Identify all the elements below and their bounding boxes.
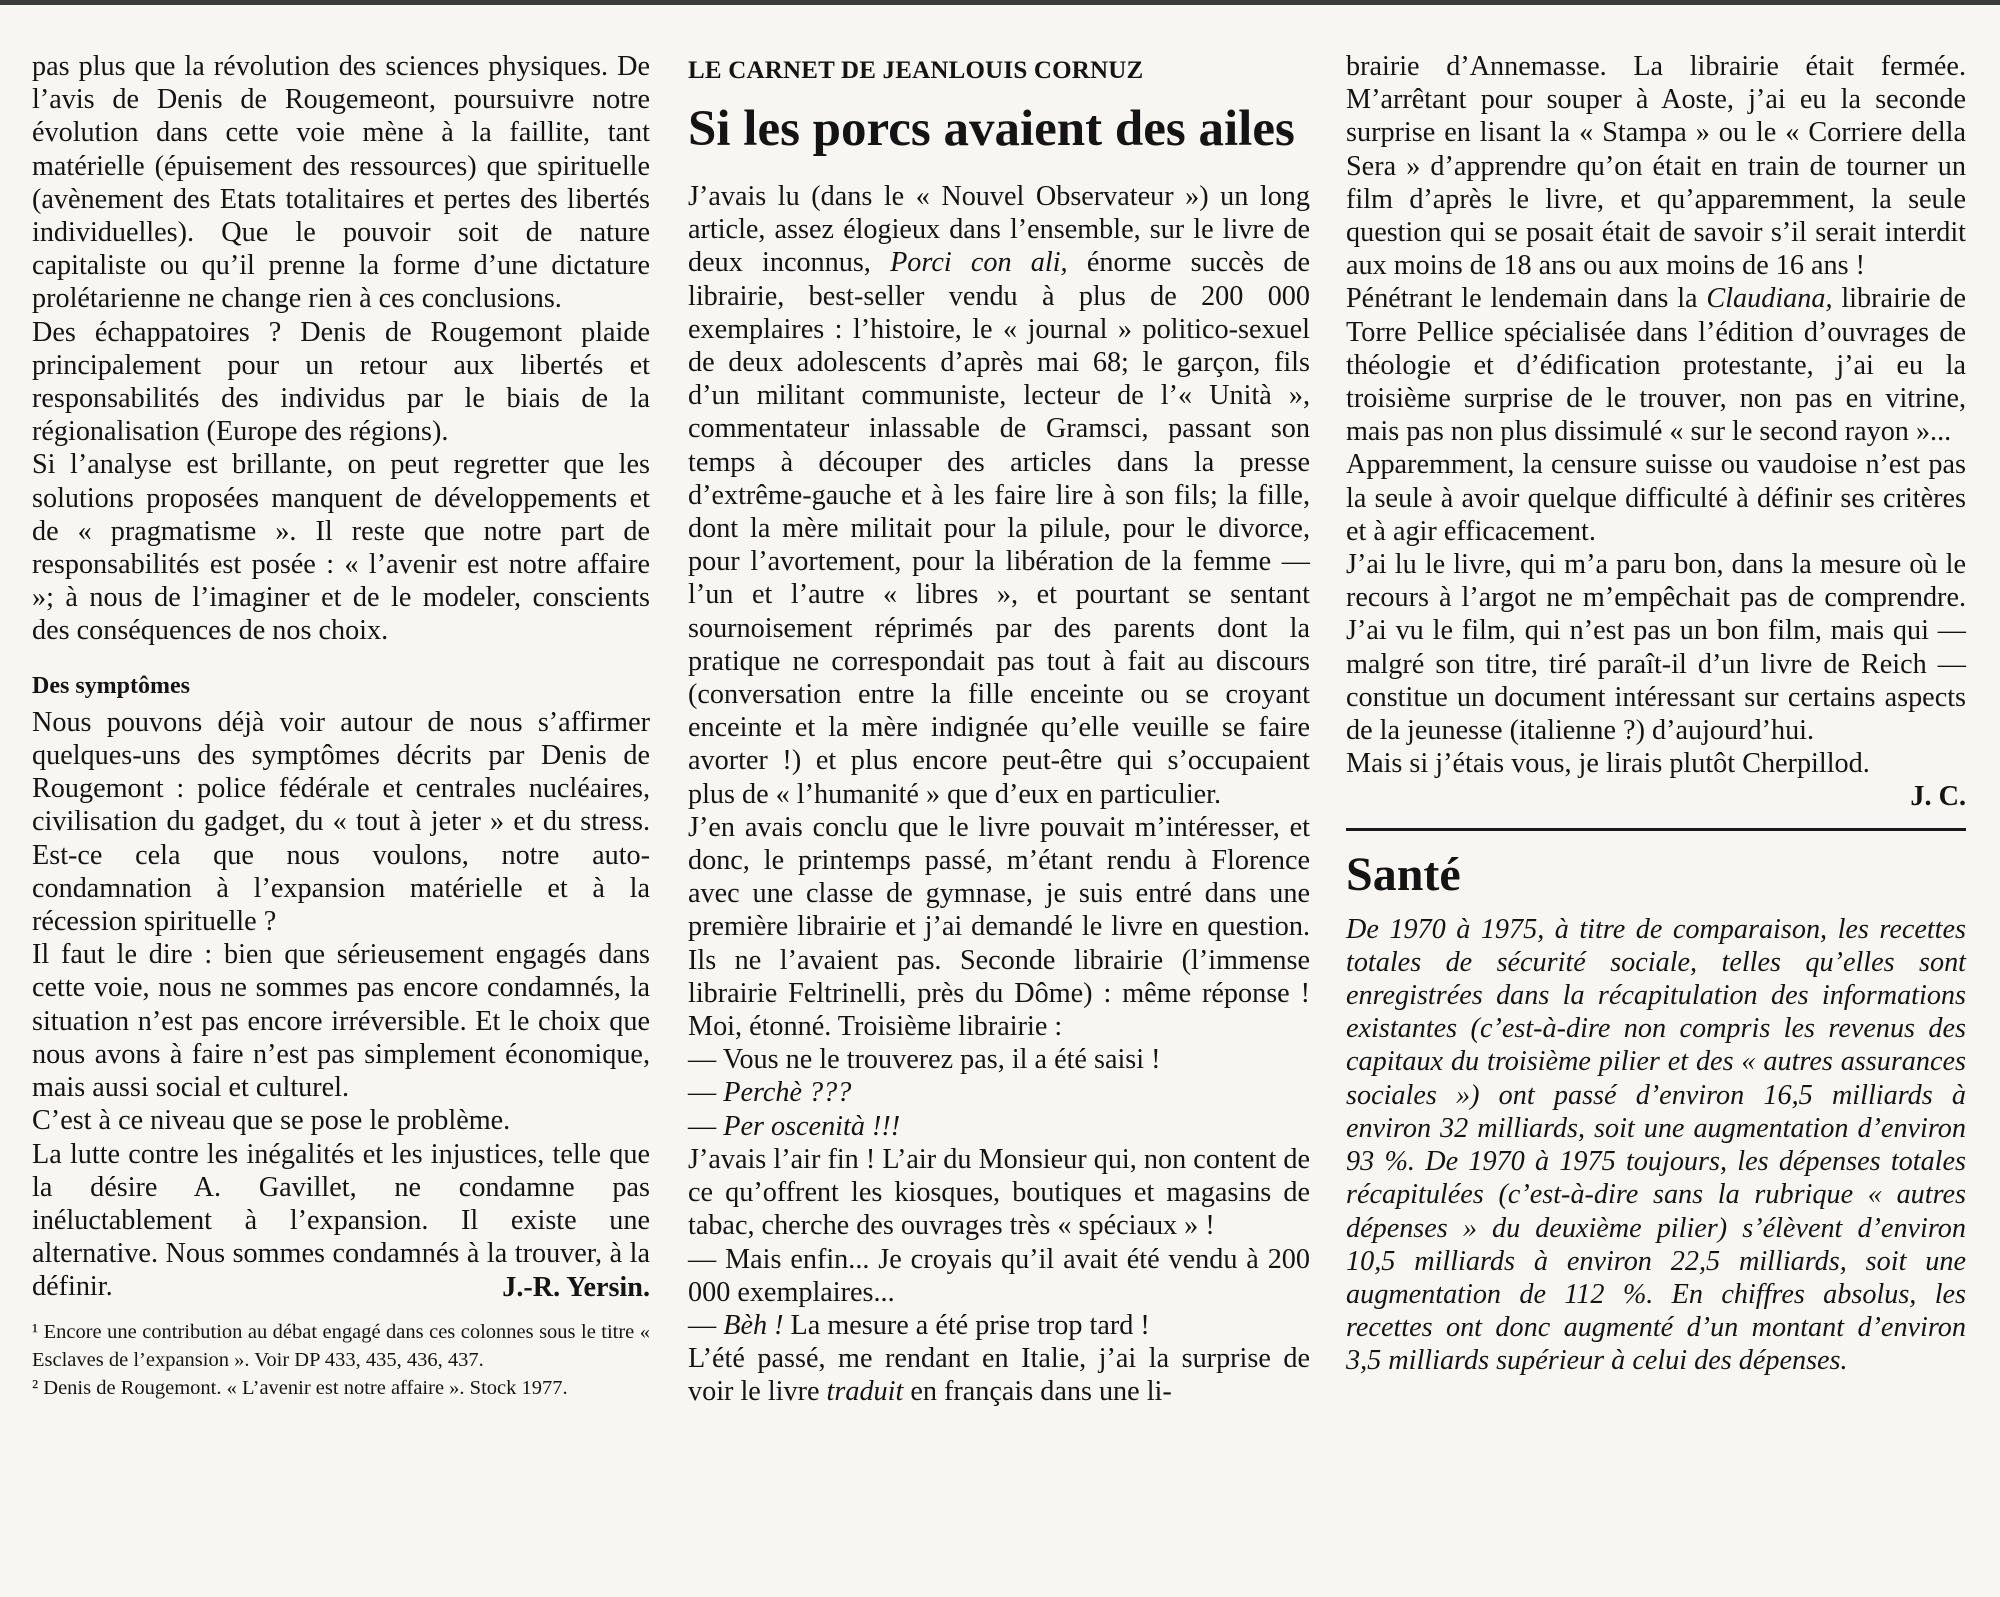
section-title: Santé	[1346, 847, 1461, 901]
column-right	[1346, 50, 1966, 1378]
column-middle	[688, 56, 1310, 1409]
paragraph: Si l’analyse est brillante, on peut regretter que les solutions proposées manquent de développements et de « pragmatisme ». Il reste que notre part de responsabilités est posée : « l’avenir est notre affaire »; à nous de l’imaginer et de le modeler, conscients des conséquences de nos choix.	[32, 449, 650, 647]
paragraph: Apparemment, la censure suisse ou vaudoise n’est pas la seule à avoir quelque difficulté à définir ses critères et à agir efficacement.	[1346, 449, 1966, 547]
text-run: L’été passé, me rendant en Italie, j’ai la surprise de voir le livre	[688, 1343, 1310, 1408]
section-divider	[1346, 828, 1966, 831]
author-signature: J.-R. Yersin.	[502, 1271, 650, 1303]
dialogue-line	[688, 1076, 1310, 1109]
paragraph: pas plus que la révolution des sciences physiques. De l’avis de Denis de Rougemeont, poursuivre notre évolution dans cette voie mène à la faillite, tant matérielle (épuisement des ressources) que spirituelle (avènement des Etats totalitaires et pertes des libertés individuelles). Que le pouvoir soit de nature capitaliste ou qu’il prenne la forme d’une dictature prolétarienne ne change rien à ces conclusions.	[32, 51, 650, 315]
dash: —	[688, 1077, 724, 1109]
text-run: énorme succès de librairie, best-seller vendu à plus de 200 000 exemplaires : l’histoire, le « journal » politico-sexuel de deux adolescents d’après mai 68; le garçon, fils d’un militant communiste, lecteur de l’« Unità », commentateur inlassable de Gramsci, passant son temps à découper des articles dans la presse d’extrême-gauche et à les faire lire à son fils; la fille, dont la mère militait pour la pilule, pour le divorce, pour l’avortement, pour la libération de la femme — l’un et l’autre « libres », et pourtant se sentant sournoisement réprimés par des parents dont la pratique ne correspondait pas tout à fait au discours (conversation entre la fille enceinte ou se croyant enceinte et la mère indignée qu’elle veuille se faire avorter !) et plus encore peut-être qui s’occupaient plus de « l’humanité » que d’eux en particulier.	[688, 247, 1310, 810]
text-run: La mesure a été prise trop tard !	[783, 1309, 1150, 1341]
top-border	[0, 0, 2000, 5]
book-title: Porci con ali,	[890, 247, 1068, 279]
dialogue-line	[688, 1309, 1310, 1342]
dialogue-line	[688, 1110, 1310, 1143]
paragraph: brairie d’Annemasse. La librairie était fermée. M’arrêtant pour souper à Aoste, j’ai eu la seconde surprise en lisant la « Stampa » ou le « Corriere della Sera » d’apprendre qu’on était en train de tourner un film d’après le livre, et qu’apparemment, la seule question qui se posait était de savoir s’il serait interdit aux moins de 18 ans ou aux moins de 16 ans !	[1346, 51, 1966, 282]
dash: —	[688, 1110, 724, 1142]
paragraph: J’ai lu le livre, qui m’a paru bon, dans la mesure où le recours à l’argot ne m’empêchait pas de comprendre. J’ai vu le film, qui n’est pas un bon film, mais qui — malgré son titre, tiré paraît-il d’un livre de Reich — constitue un document intéressant sur certains aspects de la jeunesse (italienne ?) d’aujourd’hui.	[1346, 549, 1966, 747]
paragraph: Mais si j’étais vous, je lirais plutôt Cherpillod.	[1346, 748, 1870, 780]
text-run: J’avais lu (dans le « Nouvel Observateur ») un long article, assez élogieux dans l’ensemble, sur le livre de deux inconnus,	[688, 181, 1310, 279]
section-heading: Des symptômes	[32, 672, 190, 699]
article-title: Si les porcs avaient des ailes	[688, 101, 1295, 157]
paragraph: De 1970 à 1975, à titre de comparaison, les recettes totales de sécurité sociale, telles qu’elles sont enregistrées dans la récapitulation des informations existantes (c’est-à-dire non compris les revenus des capitaux du troisième pilier et des « autres assurances sociales ») ont passé d’environ 16,5 milliards à environ 32 milliards, soit une augmentation d’environ 93 %. De 1970 à 1975 toujours, les dépenses totales récapitulées (c’est-à-dire sans la rubrique « autres dépenses » du deuxième pilier) s’élèvent d’environ 10,5 milliards à environ 22,5 milliards, soit une augmentation de 112 %. En chiffres absolus, les recettes ont donc augmenté d’un montant d’environ 3,5 milliards supérieur à celui des dépenses.	[1346, 913, 1966, 1377]
footnote: ¹ Encore une contribution au débat engagé dans ces colonnes sous le titre « Esclaves de l’expansion ». Voir DP 433, 435, 436, 437.	[32, 1320, 650, 1371]
italic-text: traduit	[826, 1376, 904, 1408]
text-run: librairie de Torre Pellice spécialisée dans l’édition d’ouvrages de théologie et d’édification protestante, j’ai eu la troisième surprise de le trouver, non pas en vitrine, mais pas non plus dissimulé « sur le second rayon »...	[1346, 283, 1967, 448]
paragraph: Des échappatoires ? Denis de Rougemont plaide principalement pour un retour aux libertés et responsabilités des individus par le biais de la régionalisation (Europe des régions).	[32, 316, 650, 448]
footnotes	[32, 1318, 650, 1402]
paragraph: Nous pouvons déjà voir autour de nous s’affirmer quelques-uns des symptômes décrits par Denis de Rougemont : police fédérale et centrales nucléaires, civilisation du gadget, du « tout à jeter » et du stress. Est-ce cela que nous voulons, notre auto-condamnation à l’expansion matérielle et à la récession spirituelle ?	[32, 706, 650, 938]
dialogue-line: — Mais enfin... Je croyais qu’il avait été vendu à 200 000 exemplaires...	[688, 1243, 1310, 1308]
italic-text: Per oscenità !!!	[723, 1110, 901, 1142]
column-left	[32, 50, 650, 1402]
text-run: en français dans une li-	[903, 1376, 1172, 1408]
dash: —	[688, 1309, 724, 1341]
paragraph: La lutte contre les inégalités et les injustices, telle que la désire A. Gavillet, ne condamne pas inéluctablement à l’expansion. Il existe une alternative. Nous sommes condamnés à la trouver, à la définir.	[32, 1138, 650, 1303]
paragraph: J’avais l’air fin ! L’air du Monsieur qui, non content de ce qu’offrent les kiosques, boutiques et magasins de tabac, cherche des ouvrages très « spéciaux » !	[688, 1143, 1310, 1242]
author-signature: J. C.	[1910, 781, 1966, 813]
dialogue-line: — Vous ne le trouverez pas, il a été saisi !	[688, 1044, 1161, 1076]
italic-text: Perchè ???	[723, 1077, 852, 1109]
footnote: ² Denis de Rougemont. « L’avenir est notre affaire ». Stock 1977.	[32, 1376, 568, 1399]
column-kicker: LE CARNET DE JEANLOUIS CORNUZ	[688, 57, 1144, 84]
paragraph: Il faut le dire : bien que sérieusement engagés dans cette voie, nous ne sommes pas encore condamnés, la situation n’est pas encore irréversible. Et le choix que nous avons à faire n’est pas simplement économique, mais aussi social et culturel.	[32, 939, 650, 1104]
paragraph: J’en avais conclu que le livre pouvait m’intéresser, et donc, le printemps passé, m’étant rendu à Florence avec une classe de gymnase, je suis entré dans une première librairie et j’ai demandé le livre en question. Ils ne l’avaient pas. Seconde librairie (l’immense librairie Feltrinelli, près du Dôme) : même réponse ! Moi, étonné. Troisième librairie :	[688, 811, 1310, 1043]
text-run: Pénétrant le lendemain dans la	[1346, 283, 1707, 315]
paragraph	[688, 1342, 1310, 1408]
paragraph	[688, 180, 1310, 811]
italic-text: Bèh !	[723, 1309, 784, 1341]
paragraph: C’est à ce niveau que se pose le problème.	[32, 1105, 511, 1137]
italic-text: Claudiana,	[1706, 283, 1833, 315]
paragraph	[1346, 282, 1966, 448]
